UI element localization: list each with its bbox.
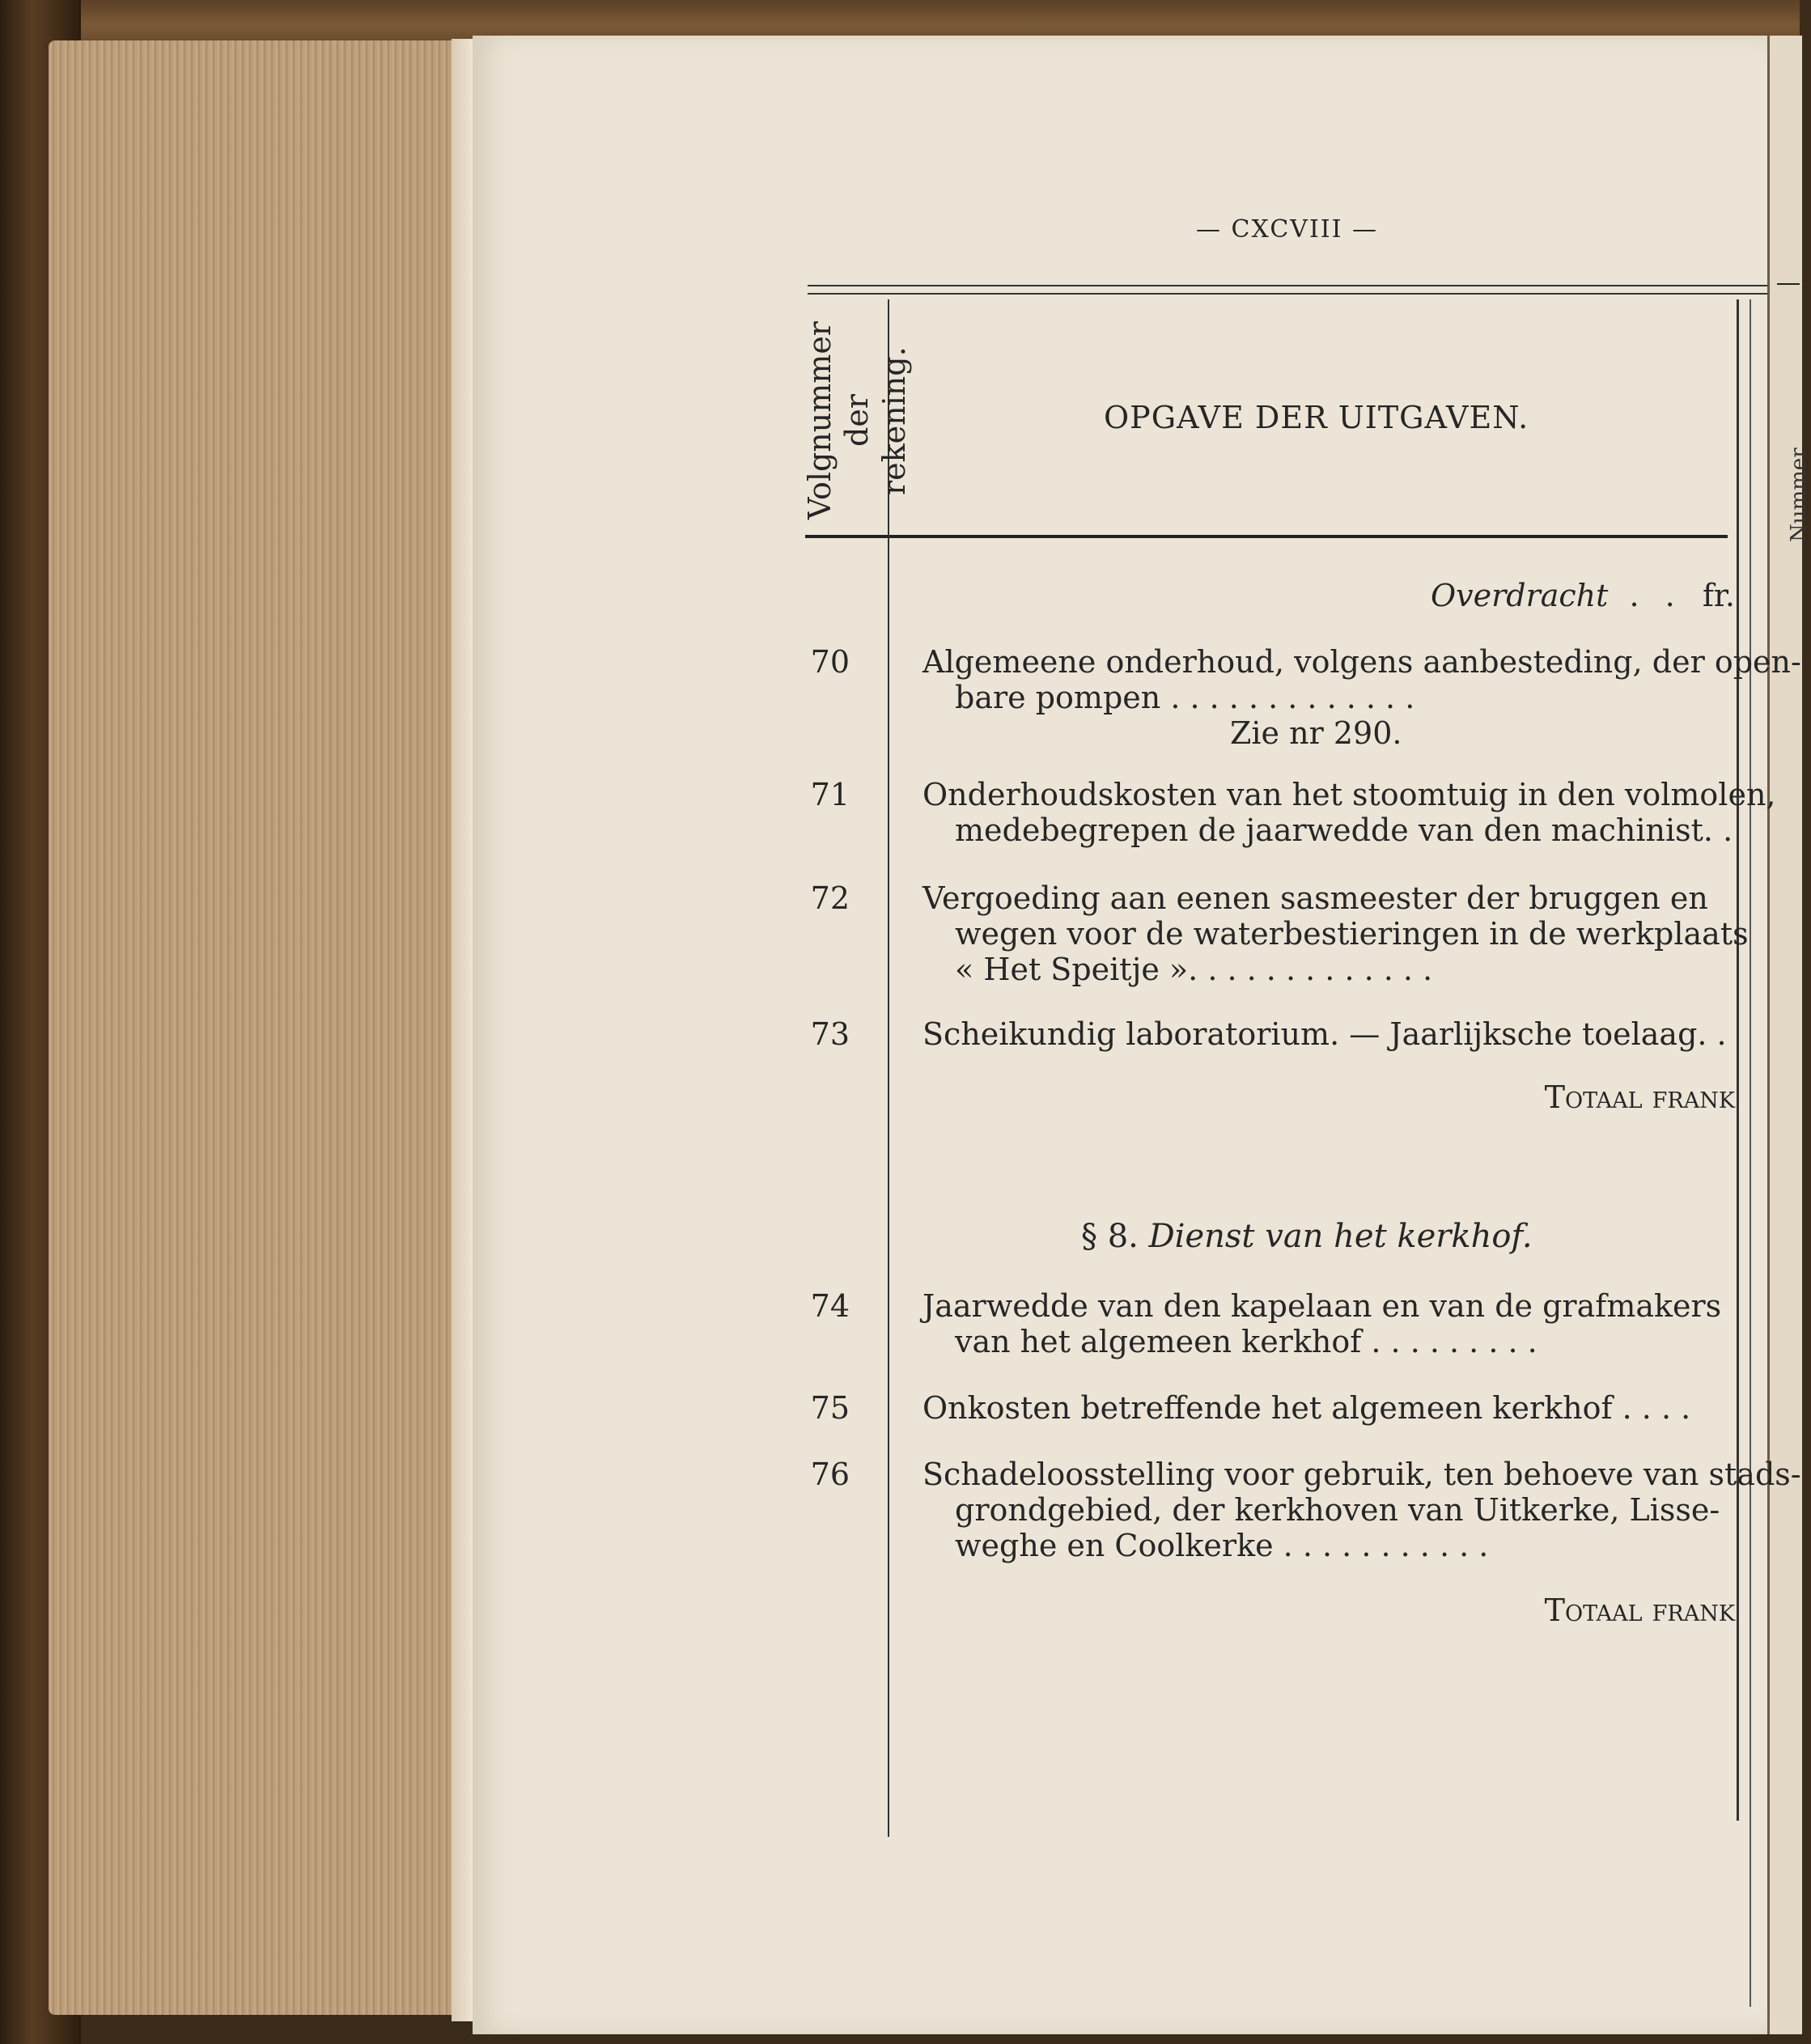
item-line: Algemeene onderhoud, volgens aanbesteding, der open- (922, 644, 1801, 680)
item-line: Onderhoudskosten van het stoomtuig in den volmolen, (922, 777, 1776, 812)
item-line: weghe en Coolkerke . . . . . . . . . . . (955, 1528, 1489, 1563)
item-number: 72 (810, 880, 850, 916)
column-divider (888, 299, 889, 1837)
facing-page-rule (1777, 283, 1800, 285)
carry-over-unit: fr. (1702, 578, 1735, 613)
table-header-rule (805, 535, 1728, 538)
item-note: Zie nr 290. (1230, 715, 1402, 751)
table-top-rule-double (808, 293, 1767, 295)
item-line: bare pompen . . . . . . . . . . . . . (955, 680, 1415, 715)
table-top-rule (808, 285, 1767, 286)
item-number: 71 (810, 777, 850, 812)
item-line: grondgebied, der kerkhoven van Uitkerke, Lisse- (955, 1492, 1720, 1528)
section-prefix: § 8. (1081, 1218, 1139, 1255)
column-header-number-line2: der rekening. (839, 346, 912, 495)
item-number: 70 (810, 644, 850, 680)
carry-over-dots: . . (1629, 578, 1683, 613)
item-line: Jaarwedde van den kapelaan en van de grafmakers (922, 1288, 1722, 1324)
facing-page-edge (1767, 36, 1811, 2034)
page-gutter (452, 39, 474, 2021)
item-line: Onkosten betreffende het algemeen kerkhof . . . . (922, 1390, 1691, 1426)
column-header-number-line1: Volgnummer (802, 321, 838, 520)
table-right-border (1737, 299, 1739, 1821)
column-header-description: OPGAVE DER UITGAVEN. (1104, 400, 1529, 435)
column-header-number (801, 316, 912, 526)
carry-over-row (1431, 578, 1735, 613)
item-line: van het algemeen kerkhof . . . . . . . . . (955, 1324, 1537, 1359)
item-line: wegen voor de waterbestieringen in de werkplaats (955, 916, 1749, 952)
item-line: Vergoeding aan eenen sasmeester der bruggen en (922, 880, 1708, 916)
item-line: medebegrepen de jaarwedde van den machinist. . (955, 812, 1733, 848)
total-label: Totaal frank (1544, 1592, 1735, 1628)
item-line: Schadeloosstelling voor gebruik, ten behoeve van stads- (922, 1457, 1801, 1492)
page-fold-line (1750, 299, 1751, 2007)
section-title: Dienst van het kerkhof. (1148, 1218, 1533, 1255)
page-stack-edges (49, 40, 469, 2015)
item-number: 73 (810, 1016, 850, 1052)
item-line: « Het Speitje ». . . . . . . . . . . . . (955, 952, 1433, 987)
item-line: Scheikundig laboratorium. — Jaarlijksche toelaag. . (922, 1016, 1727, 1052)
section-heading (1081, 1219, 1533, 1254)
page-number: — CXCVIII — (1196, 215, 1379, 244)
item-number: 74 (810, 1288, 850, 1324)
total-label: Totaal frank (1544, 1079, 1735, 1115)
carry-over-label: Overdracht (1430, 578, 1609, 613)
facing-page-header: Nummer (1787, 447, 1811, 542)
item-number: 76 (810, 1457, 850, 1492)
item-number: 75 (810, 1390, 850, 1426)
